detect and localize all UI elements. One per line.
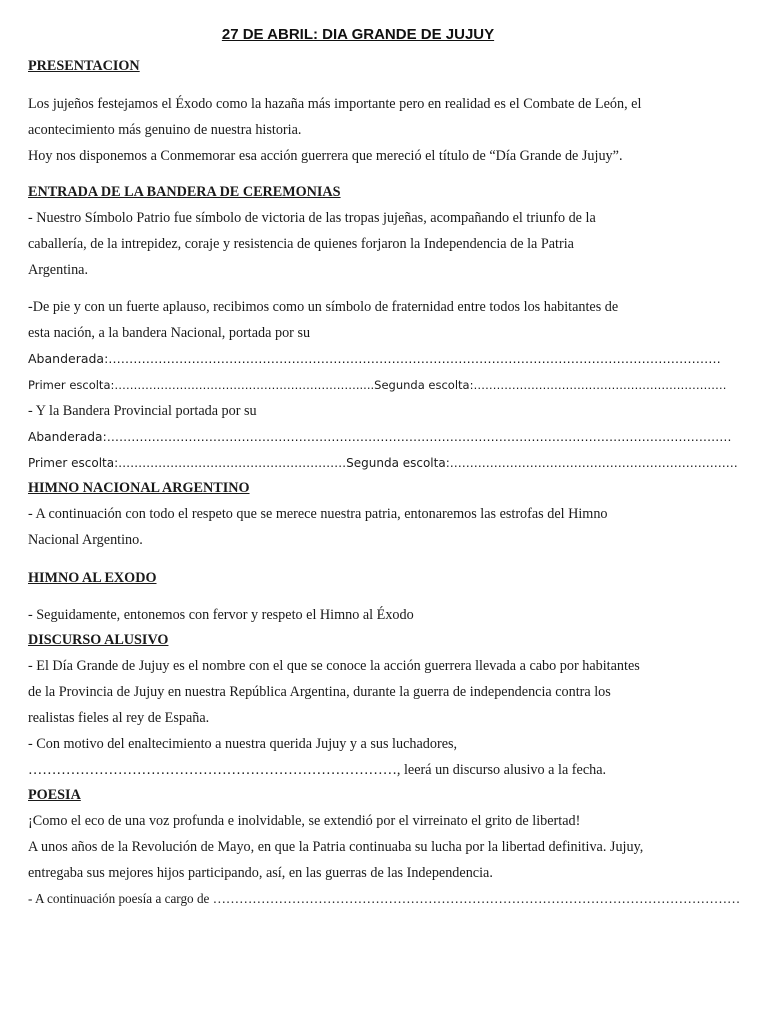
heading-poesia: POESIA xyxy=(28,787,81,803)
himno-nacional-line-2: Nacional Argentino. xyxy=(28,532,143,548)
entrada-line-8: - Y la Bandera Provincial portada por su xyxy=(28,403,257,419)
discurso-line-4: - Con motivo del enaltecimiento a nuestra querida Jujuy y a sus luchadores, xyxy=(28,736,458,752)
himno-nacional-line-1: - A continuación con todo el respeto que se merece nuestra patria, entonaremos las estrofas del Himno xyxy=(28,506,608,522)
discurso-line-1: - El Día Grande de Jujuy es el nombre con el que se conoce la acción guerrera llevada a cabo por habitantes xyxy=(28,658,640,674)
entrada-line-2: caballería, de la intrepidez, coraje y resistencia de quienes forjaron la Independencia de la Patria xyxy=(28,236,574,252)
presentacion-line-1: Los jujeños festejamos el Éxodo como la hazaña más importante pero en realidad es el Combate de León, el xyxy=(28,96,642,112)
document-title: 27 DE ABRIL: DIA GRANDE DE JUJUY xyxy=(221,26,495,43)
presentacion-line-3: Hoy nos disponemos a Conmemorar esa acción guerrera que mereció el título de “Día Grande de Jujuy”. xyxy=(28,148,623,164)
poesia-line-2: A unos años de la Revolución de Mayo, en que la Patria continuaba su lucha por la libertad definitiva. Jujuy, xyxy=(28,839,644,855)
abanderada-nacional-field: Abanderada:………………………………………………………………………………………………………………………………… xyxy=(28,351,721,366)
heading-entrada-bandera: ENTRADA DE LA BANDERA DE CEREMONIAS xyxy=(28,184,341,200)
entrada-line-5: esta nación, a la bandera Nacional, portada por su xyxy=(28,325,311,341)
heading-presentacion: PRESENTACION xyxy=(28,58,140,74)
discurso-line-2: de la Provincia de Jujuy en nuestra República Argentina, durante la guerra de independencia contra los xyxy=(28,684,611,700)
discurso-line-3: realistas fieles al rey de España. xyxy=(28,710,210,726)
entrada-line-4: -De pie y con un fuerte aplauso, recibimos como un símbolo de fraternidad entre todos los habitantes de xyxy=(28,299,619,315)
poesia-line-3: entregaba sus mejores hijos participando, así, en las guerras de las Independencia. xyxy=(28,865,493,881)
escoltas-provincial-field: Primer escolta:…………………………………………………Segunda escolta:……………………………………………………………… xyxy=(28,456,738,470)
entrada-line-1: - Nuestro Símbolo Patrio fue símbolo de victoria de las tropas jujeñas, acompañando el triunfo de la xyxy=(28,210,596,226)
heading-himno-nacional: HIMNO NACIONAL ARGENTINO xyxy=(28,480,250,496)
discurso-line-5: ……………………………………………………………………, leerá un discurso alusivo a la fecha. xyxy=(28,762,607,778)
presentacion-line-2: acontecimiento más genuino de nuestra historia. xyxy=(28,122,302,138)
abanderada-provincial-field: Abanderada:……………………………………………………………………………………………………………………………………… xyxy=(28,430,732,444)
poesia-line-1: ¡Como el eco de una voz profunda e inolvidable, se extendió por el virreinato el grito de libertad! xyxy=(28,813,581,829)
heading-discurso-alusivo: DISCURSO ALUSIVO xyxy=(28,632,169,648)
escoltas-nacional-field: Primer escolta:……………………………………………………….....Segunda escolta:………………………………………………………… xyxy=(28,378,727,392)
poesia-line-4: - A continuación poesía a cargo de ………………………………………………………………………………………………………… xyxy=(28,891,741,906)
himno-exodo-line-1: - Seguidamente, entonemos con fervor y respeto el Himno al Éxodo xyxy=(28,607,414,623)
entrada-line-3: Argentina. xyxy=(28,262,89,278)
heading-himno-exodo: HIMNO AL EXODO xyxy=(28,570,157,586)
